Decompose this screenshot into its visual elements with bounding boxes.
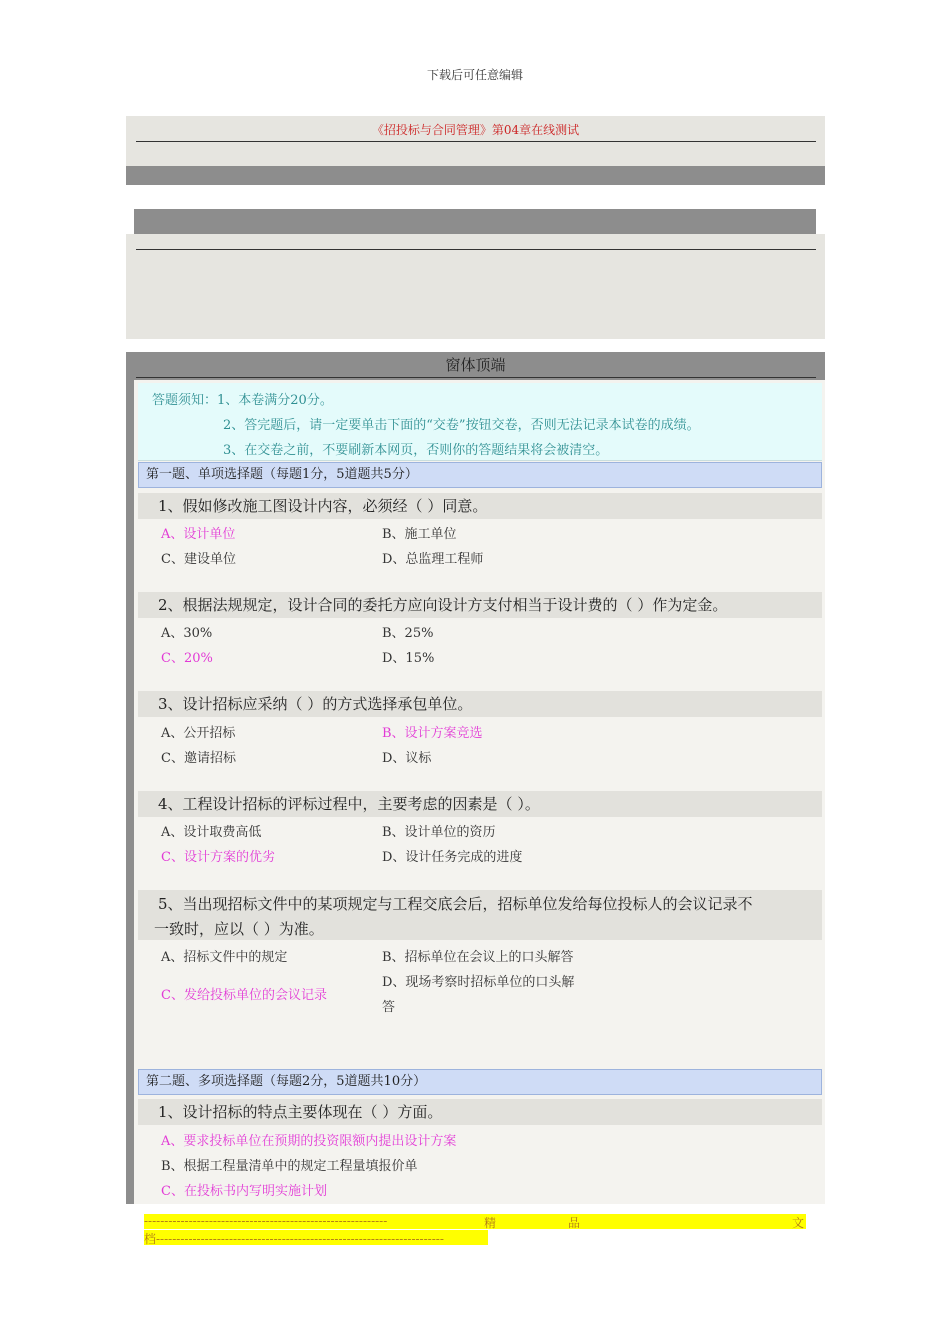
- option-c[interactable]: C、在投标书内写明实施计划: [161, 1184, 327, 1199]
- footer-word: 精: [484, 1216, 497, 1229]
- option-d[interactable]: D、现场考察时招标单位的口头解: [382, 975, 575, 990]
- notice-line: 答题须知：1、本卷满分20分。: [152, 393, 333, 408]
- option-d[interactable]: D、总监理工程师: [382, 552, 484, 567]
- gray-bar: [134, 209, 816, 234]
- gray-bar: [126, 166, 825, 185]
- section-heading: 第二题、多项选择题（每题2分，5道题共10分）: [138, 1069, 822, 1095]
- option-d[interactable]: D、设计任务完成的进度: [382, 850, 523, 865]
- footer-line: [144, 1214, 806, 1229]
- page-title: 《招投标与合同管理》第04章在线测试: [371, 123, 580, 137]
- section-heading: 第一题、单项选择题（每题1分，5道题共5分）: [138, 462, 822, 488]
- question-text: 一致时，应以（ ）为准。: [154, 920, 324, 938]
- option-a[interactable]: A、设计取费高低: [161, 825, 262, 840]
- question-text: 3、设计招标应采纳（ ）的方式选择承包单位。: [158, 695, 473, 713]
- form-top-label: 窗体顶端: [445, 356, 506, 374]
- question-text: 4、工程设计招标的评标过程中，主要考虑的因素是（ ）。: [158, 795, 540, 813]
- page-caption: 下载后可任意编辑: [426, 68, 523, 82]
- notice-line: 3、在交卷之前，不要刷新本网页，否则你的答题结果将会被清空。: [223, 443, 609, 458]
- footer-dashes: ------------------------------------------------------------: [144, 1214, 388, 1228]
- question-text: 1、设计招标的特点主要体现在（ ）方面。: [158, 1103, 443, 1121]
- option-b[interactable]: B、设计单位的资历: [382, 825, 496, 840]
- option-b[interactable]: B、根据工程量清单中的规定工程量填报价单: [161, 1159, 418, 1174]
- option-c[interactable]: C、邀请招标: [161, 751, 236, 766]
- footer-line: 档-----------------------------------------------------------------------: [144, 1230, 488, 1245]
- option-c[interactable]: C、建设单位: [161, 552, 236, 567]
- option-b[interactable]: B、招标单位在会议上的口头解答: [382, 950, 574, 965]
- option-b[interactable]: B、25%: [382, 626, 434, 641]
- option-d[interactable]: D、15%: [382, 651, 435, 666]
- question-text: 2、根据法规规定，设计合同的委托方应向设计方支付相当于设计费的（ ）作为定金。: [158, 596, 728, 614]
- option-d-continued: 答: [382, 1000, 396, 1015]
- option-b[interactable]: B、设计方案竞选: [382, 726, 483, 741]
- divider: [136, 249, 816, 250]
- option-c[interactable]: C、设计方案的优劣: [161, 850, 275, 865]
- option-c[interactable]: C、20%: [161, 651, 213, 666]
- option-b[interactable]: B、施工单位: [382, 527, 457, 542]
- divider: [136, 377, 816, 378]
- option-a[interactable]: A、30%: [161, 626, 213, 641]
- question-text: 1、假如修改施工图设计内容，必须经（ ）同意。: [158, 497, 488, 515]
- question-text: 5、当出现招标文件中的某项规定与工程交底会后，招标单位发给每位投标人的会议记录不: [158, 895, 753, 913]
- option-a[interactable]: A、设计单位: [161, 527, 236, 542]
- option-d[interactable]: D、议标: [382, 751, 432, 766]
- notice-line: 2、答完题后，请一定要单击下面的“交卷”按钮交卷，否则无法记录本试卷的成绩。: [223, 418, 700, 433]
- option-c[interactable]: C、发给投标单位的会议记录: [161, 988, 327, 1003]
- option-a[interactable]: A、公开招标: [161, 726, 236, 741]
- footer-word: 品: [568, 1216, 581, 1229]
- divider: [136, 141, 816, 142]
- option-a[interactable]: A、招标文件中的规定: [161, 950, 288, 965]
- option-a[interactable]: A、要求投标单位在预期的投资限额内提出设计方案: [161, 1134, 457, 1149]
- footer-word: 文: [792, 1216, 805, 1229]
